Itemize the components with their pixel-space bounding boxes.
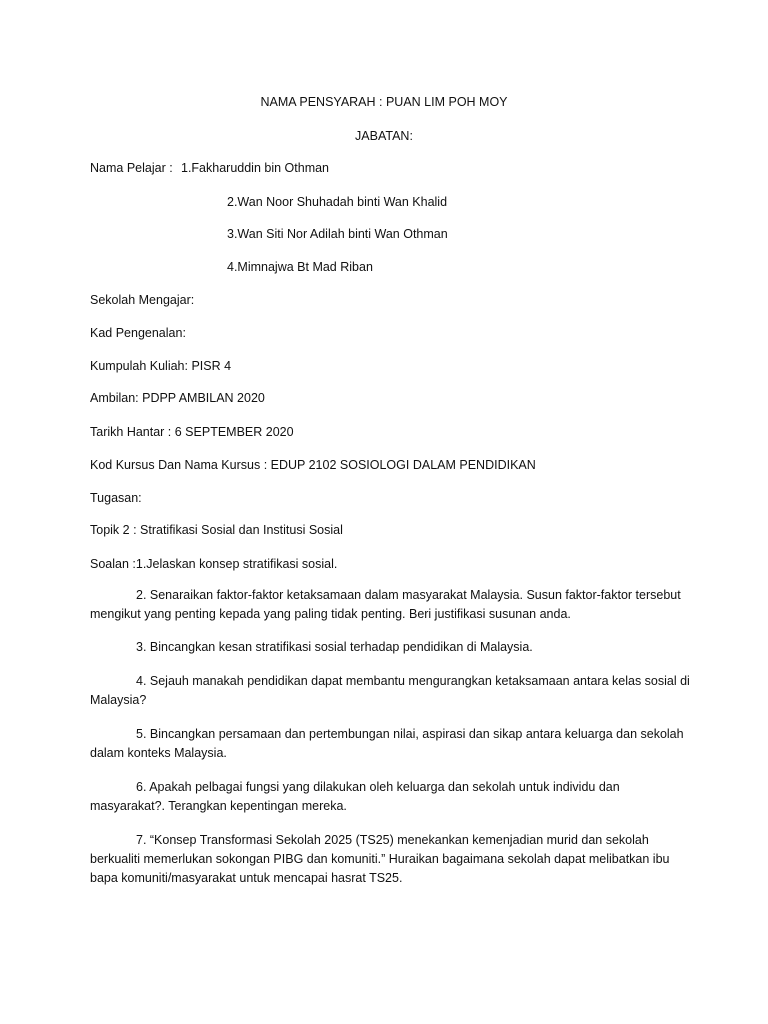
student-name-3: 3.Wan Siti Nor Adilah binti Wan Othman — [227, 227, 448, 241]
department-heading: JABATAN: — [355, 129, 413, 143]
id-card-field: Kad Pengenalan: — [90, 326, 186, 340]
question-5 — [90, 725, 690, 763]
lecturer-heading: NAMA PENSYARAH : PUAN LIM POH MOY — [260, 95, 508, 109]
students-label: Nama Pelajar : — [90, 161, 173, 175]
question-3 — [90, 638, 690, 657]
question-7-text: 7. “Konsep Transformasi Sekolah 2025 (TS25) menekankan kemenjadian murid dan sekolah berkualiti memerlukan sokongan PIBG dan komuniti.” Huraikan bagaimana sekolah dapat melibatkan ibu bapa komuniti/masyarakat untuk mencapai hasrat TS25. — [90, 833, 670, 885]
question-4-text: 4. Sejauh manakah pendidikan dapat membantu mengurangkan ketaksamaan antara kelas sosial di Malaysia? — [90, 674, 690, 707]
school-field: Sekolah Mengajar: — [90, 293, 195, 307]
question-2 — [90, 586, 690, 624]
student-name-1: 1.Fakharuddin bin Othman — [181, 161, 330, 175]
student-name-2: 2.Wan Noor Shuhadah binti Wan Khalid — [227, 195, 448, 209]
question-5-text: 5. Bincangkan persamaan dan pertembungan nilai, aspirasi dan sikap antara keluarga dan sekolah dalam konteks Malaysia. — [90, 727, 684, 760]
submit-date-field: Tarikh Hantar : 6 SEPTEMBER 2020 — [90, 425, 294, 439]
question-6-text: 6. Apakah pelbagai fungsi yang dilakukan oleh keluarga dan sekolah untuk individu dan masyarakat?. Terangkan kepentingan mereka. — [90, 780, 620, 813]
assignment-field: Tugasan: — [90, 491, 142, 505]
student-name-4: 4.Mimnajwa Bt Mad Riban — [227, 260, 373, 274]
question-6 — [90, 778, 690, 816]
question-1: Soalan :1.Jelaskan konsep stratifikasi sosial. — [90, 557, 338, 571]
lecture-group-field: Kumpulah Kuliah: PISR 4 — [90, 359, 232, 373]
question-7 — [90, 831, 690, 888]
question-4 — [90, 672, 690, 710]
question-3-text: 3. Bincangkan kesan stratifikasi sosial terhadap pendidikan di Malaysia. — [136, 640, 533, 654]
question-2-text: 2. Senaraikan faktor-faktor ketaksamaan dalam masyarakat Malaysia. Susun faktor-faktor tersebut mengikut yang penting kepada yang paling tidak penting. Beri justifikasi susunan anda. — [90, 588, 681, 621]
course-field: Kod Kursus Dan Nama Kursus : EDUP 2102 SOSIOLOGI DALAM PENDIDIKAN — [90, 458, 536, 472]
topic-field: Topik 2 : Stratifikasi Sosial dan Institusi Sosial — [90, 523, 343, 537]
intake-field: Ambilan: PDPP AMBILAN 2020 — [90, 391, 265, 405]
